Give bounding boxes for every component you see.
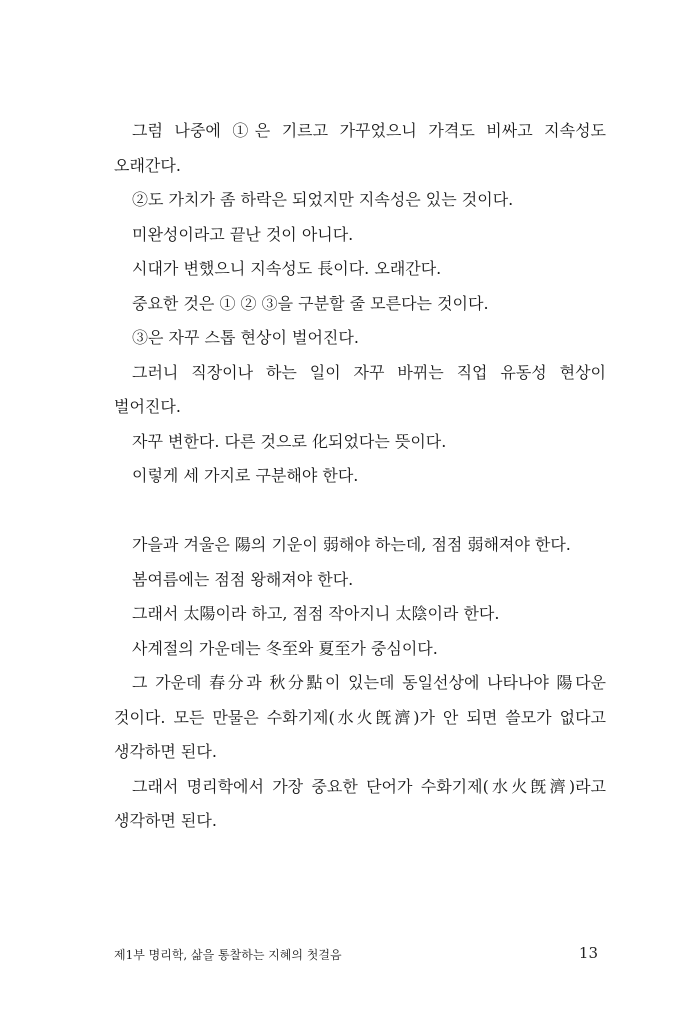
paragraph: 그러니 직장이나 하는 일이 자꾸 바뀌는 직업 유동성 현상이 벌어진다. xyxy=(114,362,606,416)
paragraph: 자꾸 변한다. 다른 것으로 化되었다는 뜻이다. xyxy=(132,431,447,451)
page-footer xyxy=(114,946,598,966)
paragraph: 중요한 것은 ① ② ③을 구분할 줄 모른다는 것이다. xyxy=(132,293,489,313)
page-number: 13 xyxy=(578,944,598,962)
paragraph: 미완성이라고 끝난 것이 아니다. xyxy=(132,224,354,244)
section-spacer xyxy=(114,494,606,529)
page-body xyxy=(114,114,606,839)
paragraph: 그럼 나중에 ①은 기르고 가꾸었으니 가격도 비싸고 지속성도 오래간다. xyxy=(114,121,606,175)
running-footer-title: 제1부 명리학, 삶을 통찰하는 지혜의 첫걸음 xyxy=(114,948,342,962)
paragraph: 시대가 변했으니 지속성도 長이다. 오래간다. xyxy=(132,259,442,278)
paragraph: 가을과 겨울은 陽의 기운이 弱해야 하는데, 점점 弱해져야 한다. xyxy=(132,535,571,554)
paragraph: 그래서 명리학에서 가장 중요한 단어가 수화기제(水火旣濟)라고 생각하면 된다. xyxy=(114,776,606,830)
paragraph: 봄여름에는 점점 왕해져야 한다. xyxy=(132,569,354,589)
text-section-2 xyxy=(114,528,606,839)
text-section-1 xyxy=(114,114,606,494)
paragraph: ②도 가치가 좀 하락은 되었지만 지속성은 있는 것이다. xyxy=(132,190,514,209)
paragraph: 그 가운데 春分과 秋分點이 있는데 동일선상에 나타나야 陽다운 것이다. 모든 만물은 수화기제(水火旣濟)가 안 되면 쓸모가 없다고 생각하면 된다. xyxy=(114,673,606,761)
paragraph: 사계절의 가운데는 冬至와 夏至가 중심이다. xyxy=(132,638,438,658)
paragraph: ③은 자꾸 스톱 현상이 벌어진다. xyxy=(132,328,359,347)
paragraph: 이렇게 세 가지로 구분해야 한다. xyxy=(132,466,359,485)
paragraph: 그래서 太陽이라 하고, 점점 작아지니 太陰이라 한다. xyxy=(132,604,500,623)
